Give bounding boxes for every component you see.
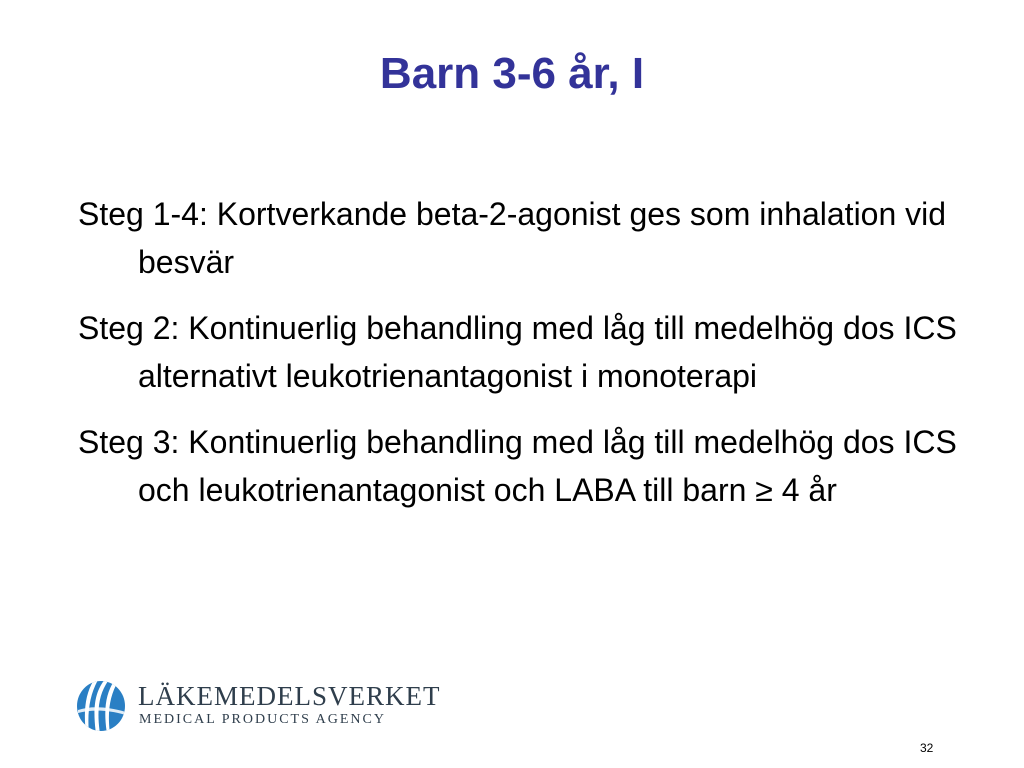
paragraph-step-3: Steg 3: Kontinuerlig behandling med låg till medelhög dos ICS och leukotrienantagonist och LABA till barn ≥ 4 år	[78, 424, 957, 508]
agency-name: LÄKEMEDELSVERKET	[138, 681, 441, 711]
slide-title: Barn 3-6 år, I	[379, 49, 645, 98]
agency-emblem-icon	[76, 680, 126, 732]
agency-subtitle: MEDICAL PRODUCTS AGENCY	[139, 712, 386, 727]
page-number: 32	[920, 741, 934, 755]
paragraph-step-1-4: Steg 1-4: Kortverkande beta-2-agonist ges som inhalation vid besvär	[78, 196, 947, 280]
agency-logo	[76, 680, 441, 736]
paragraph-step-2: Steg 2: Kontinuerlig behandling med låg till medelhög dos ICS alternativt leukotrienantagonist i monoterapi	[78, 310, 957, 394]
slide-body	[78, 190, 958, 532]
